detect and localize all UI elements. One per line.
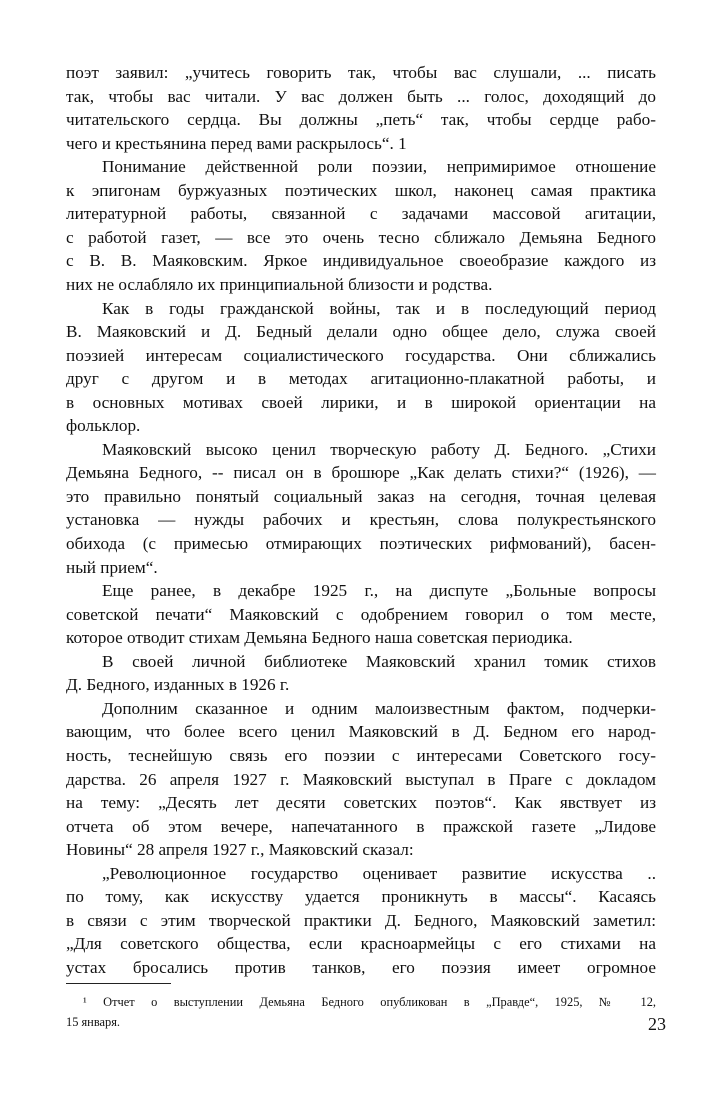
text-line: Новины“ 28 апреля 1927 г., Маяковский сказал: — [66, 840, 414, 860]
paragraph-start: Маяковский высоко ценил творческую работу Д. Бедного. „Стихи — [102, 439, 656, 459]
text-line: Д. Бедного, изданных в 1926 г. — [66, 675, 290, 695]
text-line: которое отводит стихам Демьяна Бедного наша советская периодика. — [66, 628, 573, 648]
paragraph-start: В своей личной библиотеке Маяковский хранил томик стихов — [102, 651, 656, 671]
text-line: отчета об этом вечере, напечатанного в пражской газете „Лидове — [66, 816, 656, 836]
footnote-text: ¹ Отчет о выступлении Демьяна Бедного опубликован в „Правде“, 1925, № 12, — [83, 994, 656, 1009]
text-line: поэзией интересам социалистического государства. Они сближались — [66, 345, 656, 365]
text-line: с работой газет, — все это очень тесно сближало Демьяна Бедного — [66, 227, 656, 247]
text-line: В. Маяковский и Д. Бедный делали одно общее дело, служа своей — [66, 322, 656, 342]
text-line: в основных мотивах своей лирики, и в широкой ориентации на — [66, 392, 656, 412]
text-line: ность, теснейшую связь его поэзии с интересами Советского госу- — [66, 746, 656, 765]
text-line: Демьяна Бедного, -- писал он в брошюре „Как делать стихи?“ (1926), — — [66, 463, 656, 483]
footnote-divider — [66, 983, 171, 984]
text-line: это правильно понятый социальный заказ на сегодня, точная целевая — [66, 486, 656, 506]
text-line: вающим, что более всего ценил Маяковский в Д. Бедном его народ- — [66, 722, 656, 742]
paragraph-start: Дополним сказанное и одним малоизвестным фактом, подчерки- — [102, 698, 656, 718]
text-line: чего и крестьянина перед вами раскрылось“. 1 — [66, 133, 407, 153]
footnote-text: 15 января. — [66, 1014, 120, 1029]
text-line: „Для советского общества, если красноармейцы с его стихами на — [66, 934, 656, 954]
paragraph-start: „Революционное государство оценивает развитие искусства .. — [102, 863, 656, 883]
text-line: по тому, как искусству удается проникнуть в массы“. Касаясь — [66, 887, 656, 907]
text-line: установка — нужды рабочих и крестьян, слова полукрестьянского — [66, 510, 656, 530]
text-line: с В. В. Маяковским. Яркое индивидуальное своеобразие каждого из — [66, 251, 656, 271]
text-line: в связи с этим творческой практики Д. Бедного, Маяковский заметил: — [66, 910, 656, 930]
text-line: ный прием“. — [66, 557, 158, 577]
paragraph-start: Еще ранее, в декабре 1925 г., на диспуте „Больные вопросы — [102, 581, 656, 601]
paragraph-start: Понимание действенной роли поэзии, непримиримое отношение — [102, 157, 656, 177]
text-line: них не ослабляло их принципиальной близости и родства. — [66, 275, 493, 294]
text-line: литературной работы, связанной с задачами массовой агитации, — [66, 204, 656, 224]
text-line: друг с другом и в методах агитационно-плакатной работы, и — [66, 369, 656, 389]
text-line: дарства. 26 апреля 1927 г. Маяковский выступал в Праге с докладом — [66, 769, 656, 789]
text-line: так, чтобы вас читали. У вас должен быть ... голос, доходящий до — [66, 86, 656, 106]
text-line: поэт заявил: „учитесь говорить так, чтобы вас слушали, ... писать — [66, 63, 656, 82]
text-line: советской печати“ Маяковский с одобрением говорил о том месте, — [66, 604, 656, 624]
page-number: 23 — [648, 1014, 666, 1034]
paragraph-start: Как в годы гражданской войны, так и в последующий период — [102, 298, 656, 318]
text-line: устах бросались против танков, его поэзия имеет огромное — [66, 957, 656, 977]
text-line: на тему: „Десять лет десяти советских поэтов“. Как явствует из — [66, 793, 656, 813]
text-line: к эпигонам буржуазных поэтических школ, наконец самая практика — [66, 180, 656, 200]
text-line: обихода (с примесью отмирающих поэтических рифмований), басен- — [66, 534, 656, 553]
text-line: фольклор. — [66, 416, 141, 436]
text-line: читательского сердца. Вы должны „петь“ так, чтобы сердце рабо- — [66, 110, 656, 130]
